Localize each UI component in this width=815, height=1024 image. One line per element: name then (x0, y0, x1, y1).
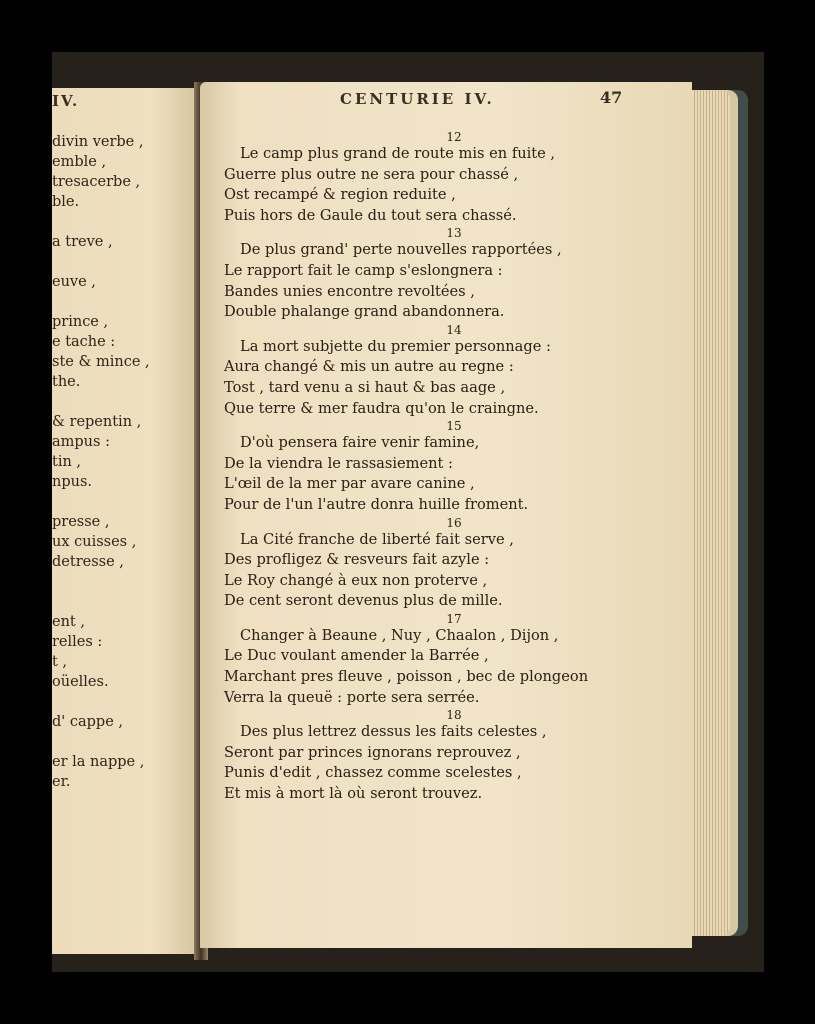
quatrain-number: 15 (446, 419, 462, 434)
quatrain-number: 12 (446, 130, 462, 144)
verse-line: L'œil de la mer par avare canine , (224, 475, 475, 493)
left-text-line: detresse , (52, 554, 124, 570)
quatrain-number: 18 (446, 708, 462, 723)
verse-line: Verra la queuë : porte sera serrée. (224, 688, 480, 706)
verse-line: Punis d'edit , chassez comme scelestes , (224, 764, 522, 782)
left-text-line: ste & mince , (52, 354, 150, 370)
verse-line: Tost , tard venu a si haut & bas aage , (224, 378, 506, 396)
verse-line: Ost recampé & region reduite , (224, 186, 456, 204)
left-text-line (52, 732, 150, 752)
left-text-line (52, 252, 150, 272)
left-running-head: IV. (52, 92, 80, 110)
left-text-line: & repentin , (52, 414, 142, 430)
left-text-line (52, 572, 150, 592)
left-text-line: d' cappe , (52, 714, 124, 730)
left-page (52, 88, 194, 954)
quatrain-number: 14 (446, 322, 462, 337)
verse-line: Puis hors de Gaule du tout sera chassé. (224, 206, 517, 224)
verse-line: D'où pensera faire venir famine, (240, 434, 480, 452)
left-text-line: the. (52, 374, 81, 390)
verse-line: Et mis à mort là où seront trouvez. (224, 785, 483, 803)
verse-line: Le Roy changé à eux non proterve , (224, 571, 488, 589)
left-text-line: e tache : (52, 334, 116, 350)
verse-line: De plus grand' perte nouvelles rapportées , (240, 241, 562, 259)
verse-line: Bandes unies encontre revoltées , (224, 282, 475, 300)
left-text-line: ux cuisses , (52, 534, 137, 550)
left-text-line: npus. (52, 474, 93, 490)
left-text-line: relles : (52, 634, 103, 650)
left-text-line: ble. (52, 194, 80, 210)
right-page (200, 82, 692, 948)
left-text-line: a treve , (52, 234, 113, 250)
left-text-line (52, 292, 150, 312)
left-text-line: divin verbe , (52, 134, 144, 150)
book-spread (52, 52, 764, 972)
left-text-line: prince , (52, 314, 109, 330)
verse-line: Le camp plus grand de route mis en fuite , (240, 145, 556, 162)
verse-line: Guerre plus outre ne sera pour chassé , (224, 165, 519, 183)
verse-line: Que terre & mer faudra qu'on le craingne. (224, 399, 539, 417)
quatrain (224, 419, 694, 515)
quatrain (224, 130, 694, 226)
left-text-line (52, 492, 150, 512)
quatrain-number: 17 (446, 611, 462, 626)
left-text-line: t , (52, 654, 68, 670)
left-text-line (52, 212, 150, 232)
quatrain (224, 516, 694, 612)
verse-line: Double phalange grand abandonnera. (224, 303, 505, 321)
running-head: CENTURIE IV. (340, 90, 495, 108)
verse-line: Seront par princes ignorans reprouvez , (224, 743, 521, 761)
verse-line: Pour de l'un l'autre donra huille froment. (224, 495, 529, 513)
quatrain (224, 323, 694, 419)
left-text-line: oüelles. (52, 674, 109, 690)
verse-line: Le Duc voulant amender la Barrée , (224, 647, 489, 665)
left-text-line: er. (52, 774, 71, 790)
left-page-text (52, 132, 150, 792)
verse-line: Marchant pres fleuve , poisson , bec de plongeon (224, 668, 589, 686)
quatrain-number: 16 (446, 515, 462, 530)
quatrain-list (224, 130, 694, 805)
left-text-line (52, 392, 150, 412)
left-text-line (52, 692, 150, 712)
left-text-line: tresacerbe , (52, 174, 141, 190)
quatrain (224, 612, 694, 708)
page-number: 47 (600, 88, 623, 107)
quatrain-number: 13 (446, 226, 462, 241)
left-text-line: er la nappe , (52, 754, 145, 770)
left-text-line: presse , (52, 514, 110, 530)
verse-line: De la viendra le rassasiement : (224, 454, 453, 472)
left-text-line: ampus : (52, 434, 110, 450)
verse-line: Le rapport fait le camp s'eslongnera : (224, 261, 503, 279)
verse-line: Changer à Beaune , Nuy , Chaalon , Dijon , (240, 626, 559, 644)
verse-line: Aura changé & mis un autre au regne : (224, 358, 514, 376)
quatrain (224, 708, 694, 804)
left-text-line: tin , (52, 454, 82, 470)
left-text-line: ent , (52, 614, 85, 630)
left-text-line: emble , (52, 154, 107, 170)
left-text-line: euve , (52, 274, 96, 290)
left-text-line (52, 592, 150, 612)
verse-line: De cent seront devenus plus de mille. (224, 592, 503, 610)
verse-line: La Cité franche de liberté fait serve , (240, 530, 514, 548)
quatrain (224, 226, 694, 322)
verse-line: Des profligez & resveurs fait azyle : (224, 551, 490, 569)
verse-line: La mort subjette du premier personnage : (240, 337, 551, 355)
verse-line: Des plus lettrez dessus les faits celestes , (240, 723, 547, 741)
